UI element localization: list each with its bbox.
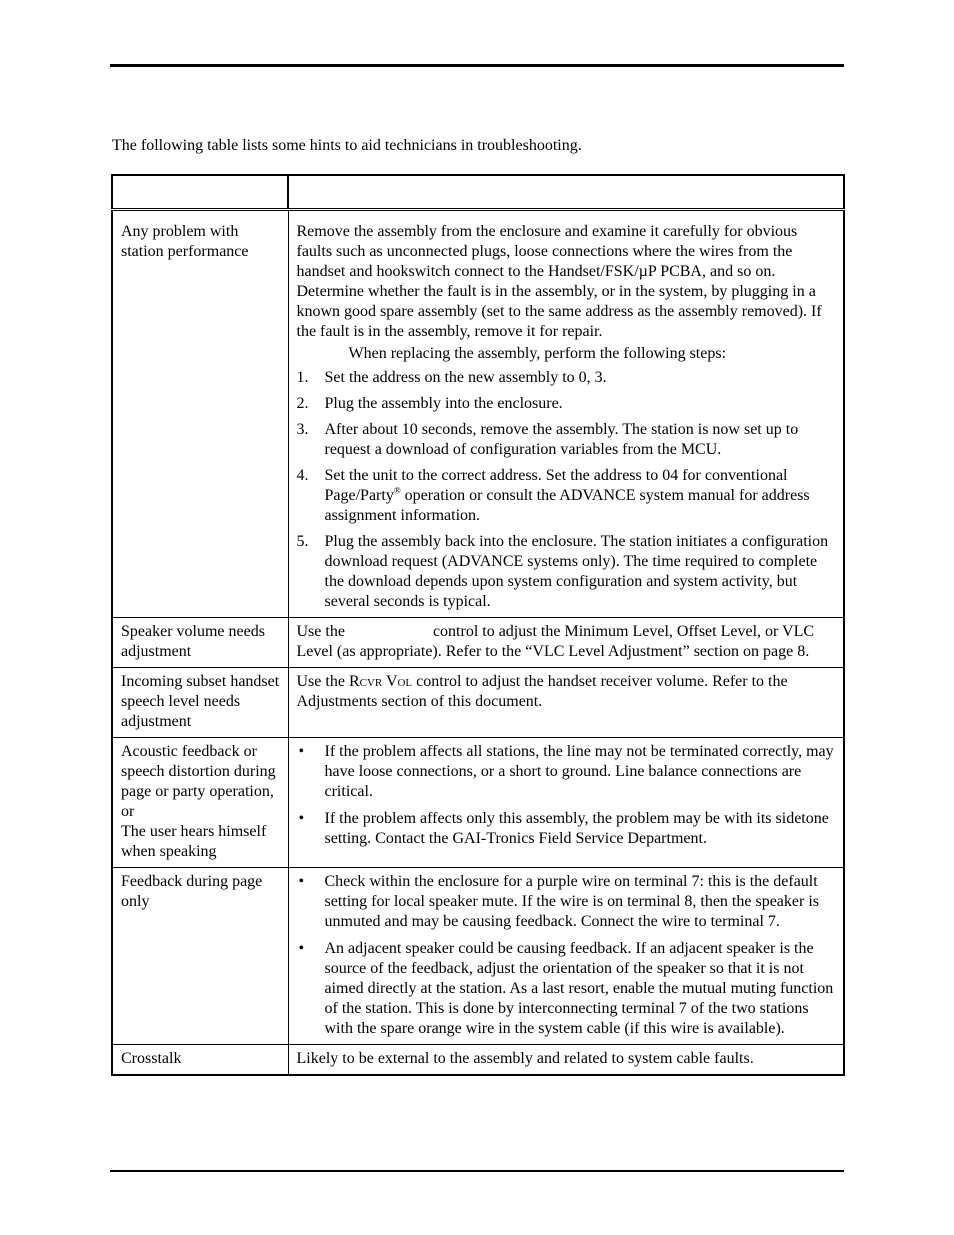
action-cell [288,738,844,868]
action-cell: Use the control to adjust the Minimum Level, Offset Level, or VLC Level (as appropriate). Refer to the “VLC Level Adjustment” section on page 8. [288,618,844,668]
list-item: • Check within the enclosure for a purple wire on terminal 7: this is the default setting for local speaker mute. If the wire is on terminal 8, then the speaker is unmuted and may be causing feedback. Connect the wire to terminal 7. [298,873,820,930]
bullet-list [297,872,836,1039]
bullet-icon: • [298,940,305,957]
table-header-row [112,175,844,210]
bullet-icon: • [298,873,305,890]
header-rule [110,64,844,67]
action-indent-text: When replacing the assembly, perform the following steps: [348,345,727,362]
table-row [112,618,844,668]
bullet-icon: • [298,743,305,760]
symptom-cell: Speaker volume needs adjustment [112,618,288,668]
registered-mark: ® [393,485,401,496]
bullet-icon: • [298,810,305,827]
table-row [112,1045,844,1076]
table-row [112,868,844,1045]
action-cell [288,868,844,1045]
symptom-cell: Acoustic feedback or speech distortion during page or party operation, or The user hears himself when speaking [112,738,288,868]
footer-rule [110,1170,844,1172]
header-cell-symptom [112,175,288,210]
bullet-list [297,742,836,849]
action-cell [288,210,844,618]
action-cell: Use the Rcvr Vol control to adjust the handset receiver volume. Refer to the Adjustments section of this document. [288,668,844,738]
table-row [112,668,844,738]
symptom-cell: Crosstalk [112,1045,288,1076]
list-item: • An adjacent speaker could be causing feedback. If an adjacent speaker is the source of the feedback, adjust the orientation of the speaker so that it is not aimed directly at the station. As a last resort, enable the mutual muting function of the station. This is done by interconnecting terminal 7 of the two stations with the spare orange wire in the system cable (if this wire is available). [298,940,834,1037]
list-item: 2. Plug the assembly into the enclosure. [296,395,563,412]
symptom-cell: Any problem with station performance [112,210,288,618]
control-name: Rcvr Vol [348,673,413,690]
table-row [112,738,844,868]
steps-list [297,368,836,612]
troubleshooting-table [111,174,845,1076]
intro-text: The following table lists some hints to aid technicians in troubleshooting. [112,137,582,154]
list-item: 3. After about 10 seconds, remove the assembly. The station is now set up to request a download of configuration variables from the MCU. [296,421,799,458]
list-item: 1. Set the address on the new assembly to 0, 3. [296,369,607,386]
list-item: 4. Set the unit to the correct address. Set the address to 04 for conventional Page/Party® operation or consult the ADVANCE system manual for address assignment information. [296,467,810,524]
action-cell: Likely to be external to the assembly and related to system cable faults. [288,1045,844,1076]
symptom-cell: Incoming subset handset speech level needs adjustment [112,668,288,738]
action-text: Remove the assembly from the enclosure and examine it carefully for obvious faults such as unconnected plugs, loose connections where the wires from the handset and hookswitch connect to the Handset/FSK/µP PCBA, and so on. Determine whether the fault is in the assembly, or in the system, by plugging in a known good spare assembly (set to the same address as the assembly removed). If the fault is in the assembly, remove it for repair. [296,223,822,340]
symptom-cell: Feedback during page only [112,868,288,1045]
header-cell-action [288,175,844,210]
list-item: • If the problem affects only this assembly, the problem may be with its sidetone setting. Contact the GAI-Tronics Field Service Department. [298,810,829,847]
list-item: 5. Plug the assembly back into the enclosure. The station initiates a configuration download request (ADVANCE systems only). The time required to complete the download depends upon system configuration and system activity, but several seconds is typical. [296,533,829,610]
list-item: • If the problem affects all stations, the line may not be terminated correctly, may have loose connections, or a short to ground. Line balance connections are critical. [298,743,834,800]
table-row [112,210,844,618]
